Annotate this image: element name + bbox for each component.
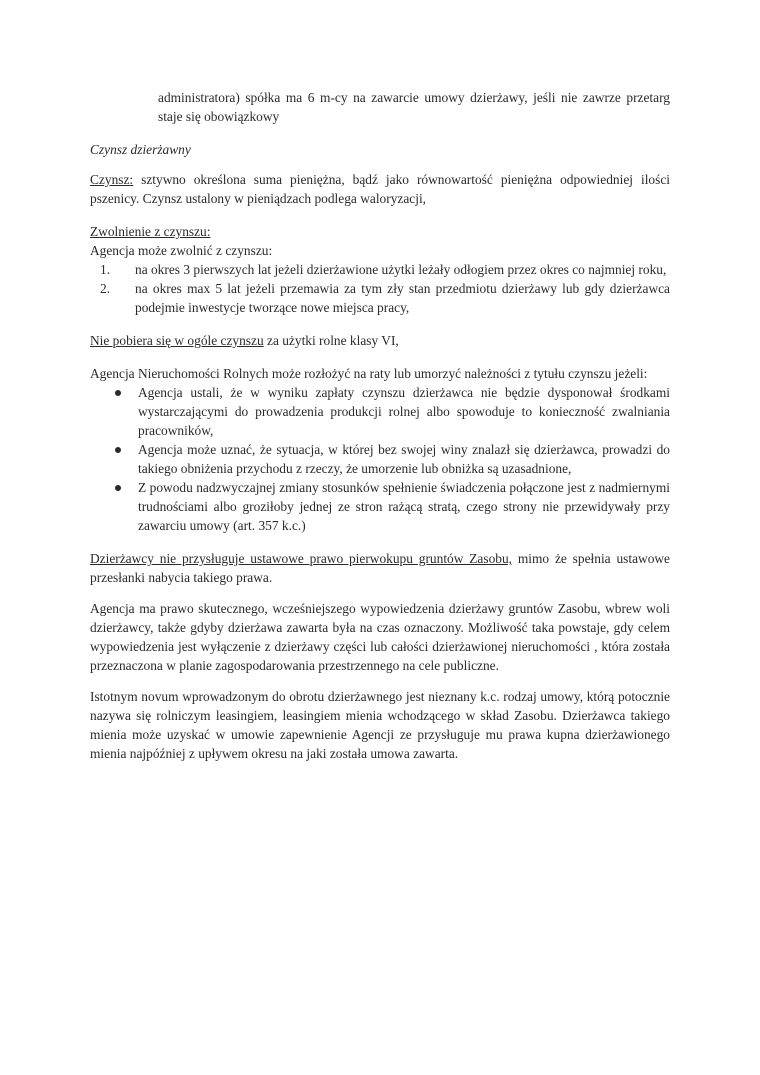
intro-continuation: administratora) spółka ma 6 m-cy na zawarcie umowy dzierżawy, jeśli nie zawrze przetarg staje się obowiązkowy bbox=[158, 90, 670, 124]
section-heading: Czynsz dzierżawny bbox=[90, 142, 191, 157]
list-number: 2. bbox=[100, 281, 111, 296]
list-item bbox=[90, 260, 670, 279]
list-item bbox=[90, 383, 670, 440]
rozlozenie-lead: Agencja Nieruchomości Rolnych może rozłożyć na raty lub umorzyć należności z tytułu czynszu jeżeli: bbox=[90, 366, 648, 381]
czynsz-label: Czynsz: bbox=[90, 172, 134, 187]
pierwokup-paragraph bbox=[90, 549, 670, 587]
list-item-text: na okres max 5 lat jeżeli przemawia za tym zły stan przedmiotu dzierżawy lub gdy dzierżawca podejmie inwestycje tworzące nowe miejsca pracy, bbox=[135, 281, 670, 315]
list-number: 1. bbox=[100, 262, 111, 277]
list-item-text: Agencja może uznać, że sytuacja, w której bez swojej winy znalazł się dzierżawca, prowadzi do takiego obniżenia przychodu z rzeczy, że umorzenie lub obniżka są uzasadnione, bbox=[138, 442, 670, 476]
list-item bbox=[90, 440, 670, 478]
zwolnienie-list bbox=[90, 260, 670, 317]
wypowiedzenie-paragraph: Agencja ma prawo skutecznego, wcześniejszego wypowiedzenia dzierżawy gruntów Zasobu, wbrew woli dzierżawcy, także gdyby dzierżawa zawarta była na czas oznaczony. Możliwość taka powstaje, gdy celem wypowiedzenia jest wyłączenie z dzierżawy części lub całości dzierżawionej nieruchomości , która została przeznaczona w planie zagospodarowania przestrzennego na cele publiczne. bbox=[90, 601, 670, 673]
pierwokup-text: mimo że spełnia ustawowe przesłanki nabycia takiego prawa. bbox=[90, 551, 671, 585]
rozlozenie-list bbox=[90, 383, 670, 535]
bullet-icon bbox=[90, 478, 138, 497]
list-item-text: Z powodu nadzwyczajnej zmiany stosunków spełnienie świadczenia połączone jest z nadmiernymi trudnościami albo groziłoby jednej ze stron rażącą stratą, czego strony nie przewidywały przy zawarciu umowy (art. 357 k.c.) bbox=[138, 480, 670, 533]
bullet-icon bbox=[90, 440, 138, 459]
zwolnienie-label: Zwolnienie z czynszu: bbox=[90, 224, 211, 239]
document-page bbox=[90, 88, 670, 763]
list-item-text: Agencja ustali, że w wyniku zapłaty czynszu dzierżawca nie będzie dysponował środkami wystarczającymi do prowadzenia produkcji rolnej albo spowoduje to konieczność zwalniania pracowników, bbox=[138, 385, 670, 438]
czynsz-text: sztywno określona suma pieniężna, bądź jako równowartość pieniężna odpowiedniej ilości pszenicy. Czynsz ustalony w pieniądzach podlega waloryzacji, bbox=[90, 172, 670, 206]
bullet-icon bbox=[90, 383, 138, 402]
list-item-text: na okres 3 pierwszych lat jeżeli dzierżawione użytki leżały odłogiem przez okres co najmniej roku, bbox=[135, 262, 667, 277]
nie-pobiera-label: Nie pobiera się w ogóle czynszu bbox=[90, 333, 264, 348]
pierwokup-label: Dzierżawcy nie przysługuje ustawowe prawo pierwokupu gruntów Zasobu, bbox=[90, 551, 513, 566]
nie-pobiera-paragraph bbox=[90, 331, 670, 350]
nie-pobiera-text: za użytki rolne klasy VI, bbox=[263, 333, 399, 348]
zwolnienie-lead: Agencja może zwolnić z czynszu: bbox=[90, 243, 273, 258]
list-item bbox=[90, 478, 670, 535]
czynsz-paragraph bbox=[90, 170, 670, 208]
zwolnienie-label-line bbox=[90, 222, 670, 241]
leasing-paragraph: Istotnym novum wprowadzonym do obrotu dzierżawnego jest nieznany k.c. rodzaj umowy, którą potocznie nazywa się rolniczym leasingiem, leasingiem mienia wchodzącego w skład Zasobu. Dzierżawca takiego mienia może uzyskać w umowie zapewnienie Agencji ze przysługuje mu prawa kupna dzierżawionego mienia najpóźniej z upływem okresu na jaki została umowa zawarta. bbox=[90, 689, 670, 761]
list-item bbox=[90, 279, 670, 317]
